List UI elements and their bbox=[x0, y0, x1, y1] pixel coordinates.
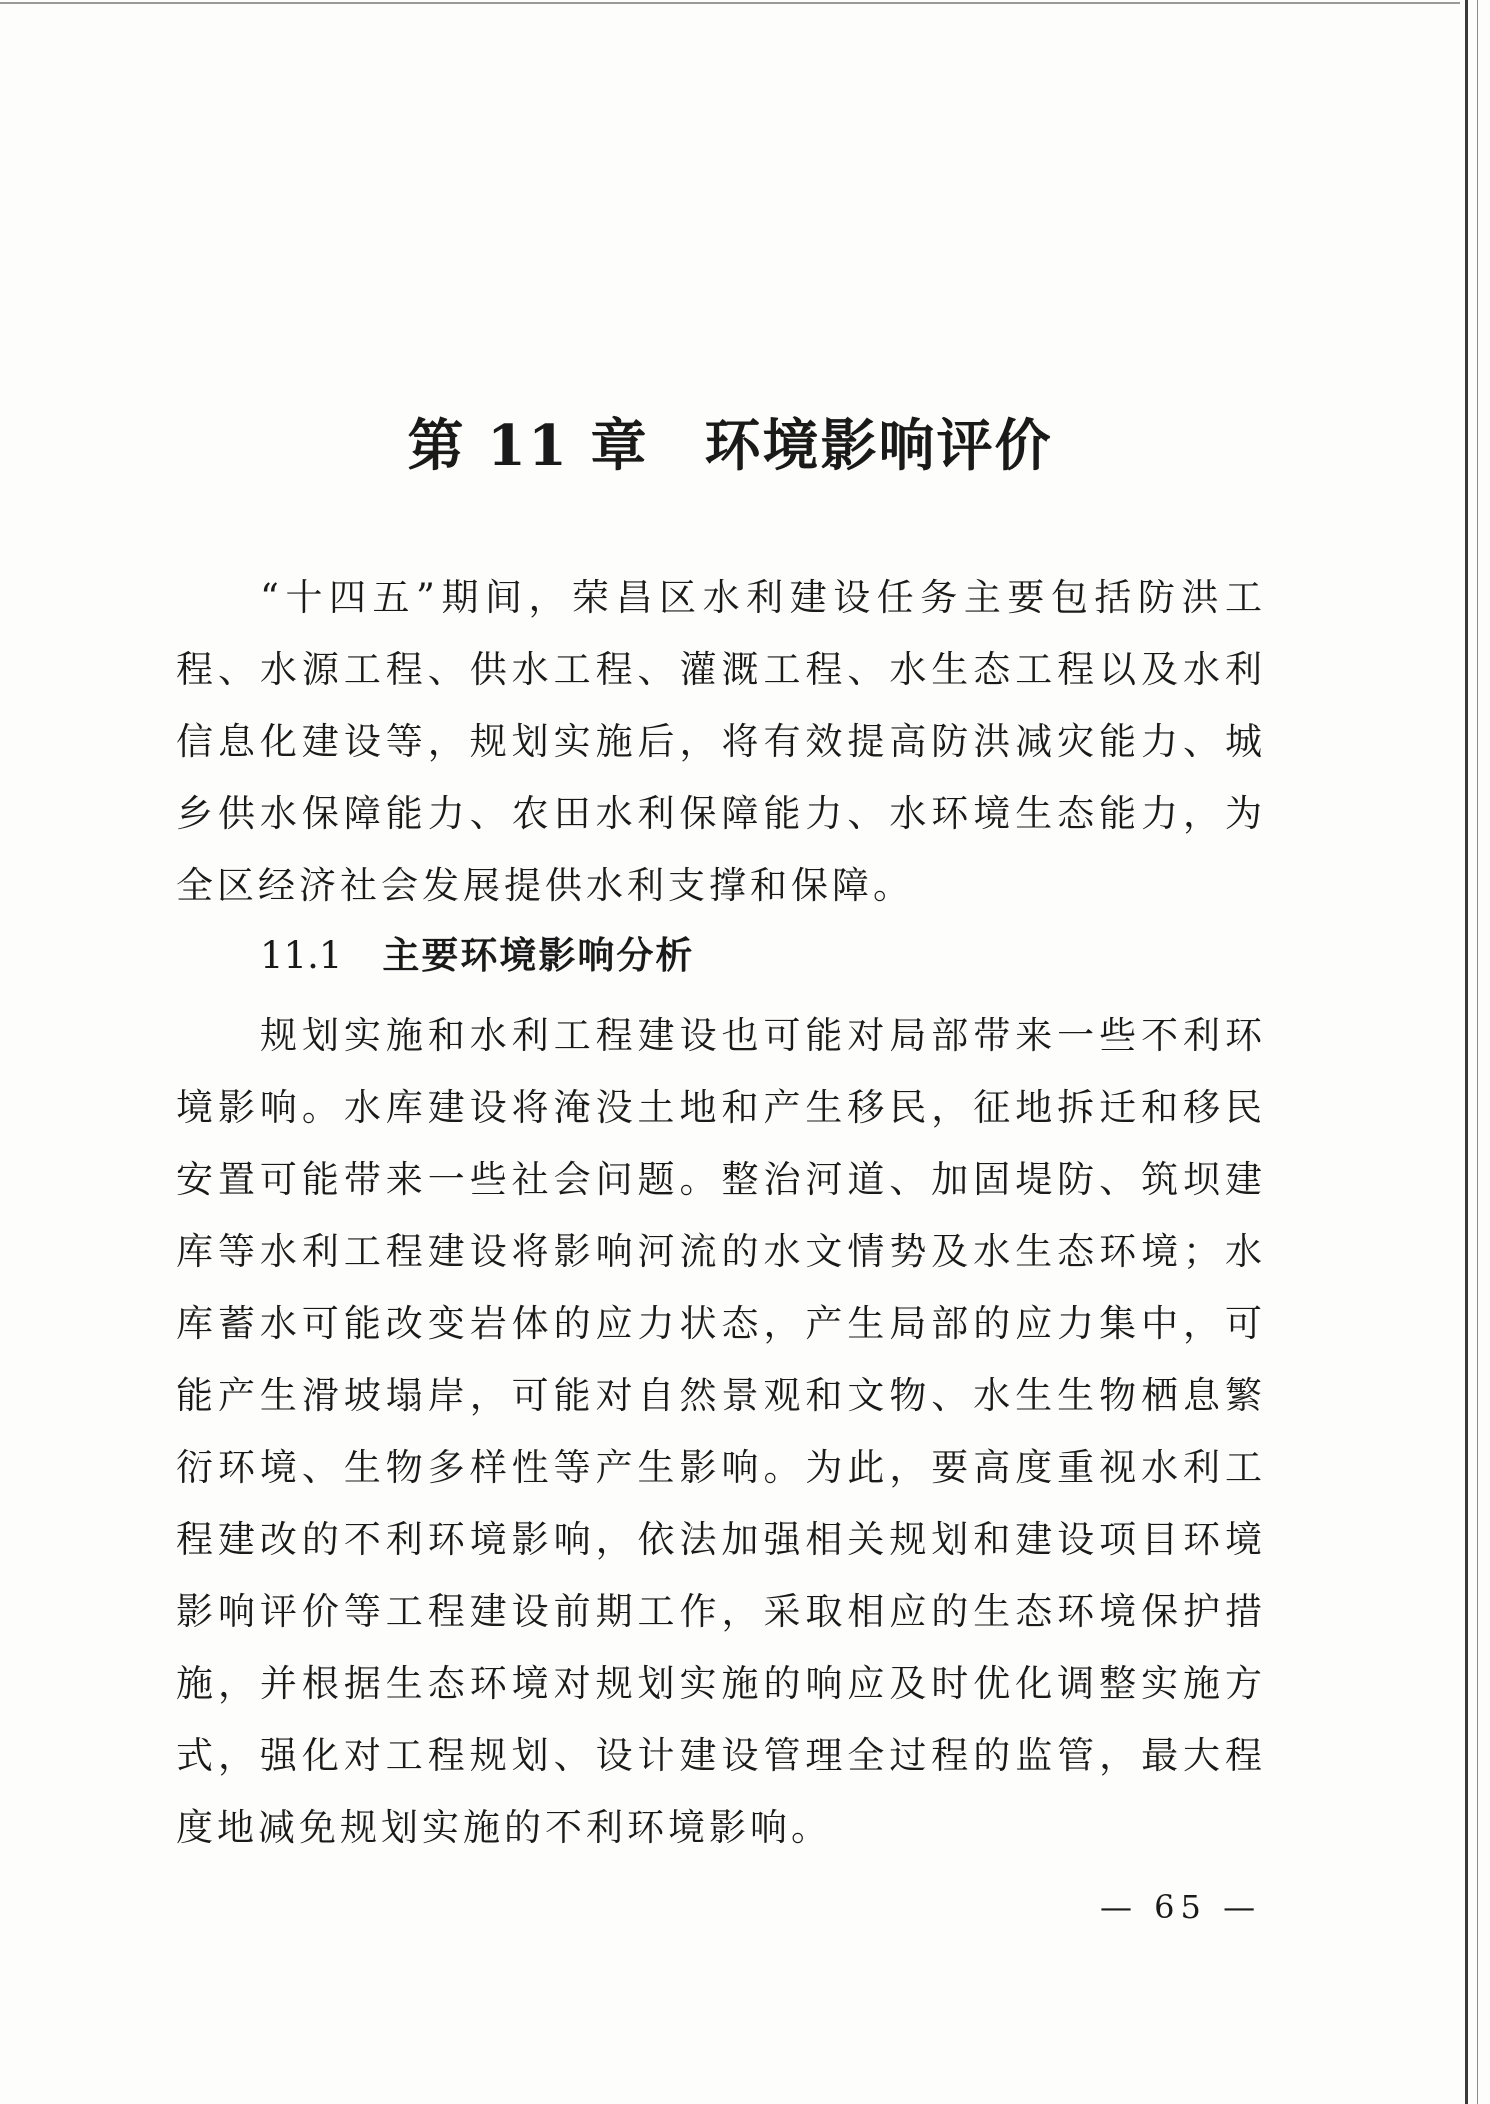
scan-edge-top bbox=[0, 2, 1460, 4]
section-paragraph: 规划实施和水利工程建设也可能对局部带来一些不利环境影响。水库建设将淹没土地和产生移民，征地拆迁和移民安置可能带来一些社会问题。整治河道、加固堤防、筑坝建库等水利工程建设将影响河流的水文情势及水生态环境；水库蓄水可能改变岩体的应力状态，产生局部的应力集中，可能产生滑坡塌岸，可能对自然景观和文物、水生生物栖息繁衍环境、生物多样性等产生影响。为此，要高度重视水利工程建改的不利环境影响，依法加强相关规划和建设项目环境影响评价等工程建设前期工作，采取相应的生态环境保护措施，并根据生态环境对规划实施的响应及时优化调整实施方式，强化对工程规划、设计建设管理全过程的监管，最大程度地减免规划实施的不利环境影响。 bbox=[176, 1014, 1266, 1849]
section-title: 主要环境影响分析 bbox=[382, 934, 695, 977]
scan-edge-right-thin bbox=[1477, 0, 1478, 2104]
intro-paragraph: “十四五”期间，荣昌区水利建设任务主要包括防洪工程、水源工程、供水工程、灌溉工程、水生态工程以及水利信息化建设等，规划实施后，将有效提高防洪减灾能力、城乡供水保障能力、农田水利保障能力、水环境生态能力，为全区经济社会发展提供水利支撑和保障。 bbox=[176, 576, 1266, 907]
chapter-title-text: 环境影响评价 bbox=[704, 413, 1053, 479]
page-number: — 65 — bbox=[1100, 1888, 1262, 1926]
intro-paragraph-block bbox=[176, 562, 1266, 922]
section-number: 11.1 bbox=[260, 934, 343, 977]
section-paragraph-block bbox=[176, 1000, 1266, 1864]
scan-edge-right bbox=[1465, 0, 1468, 2104]
section-heading bbox=[260, 926, 694, 986]
chapter-number: 第 11 章 bbox=[407, 413, 649, 479]
chapter-title bbox=[0, 402, 1460, 482]
